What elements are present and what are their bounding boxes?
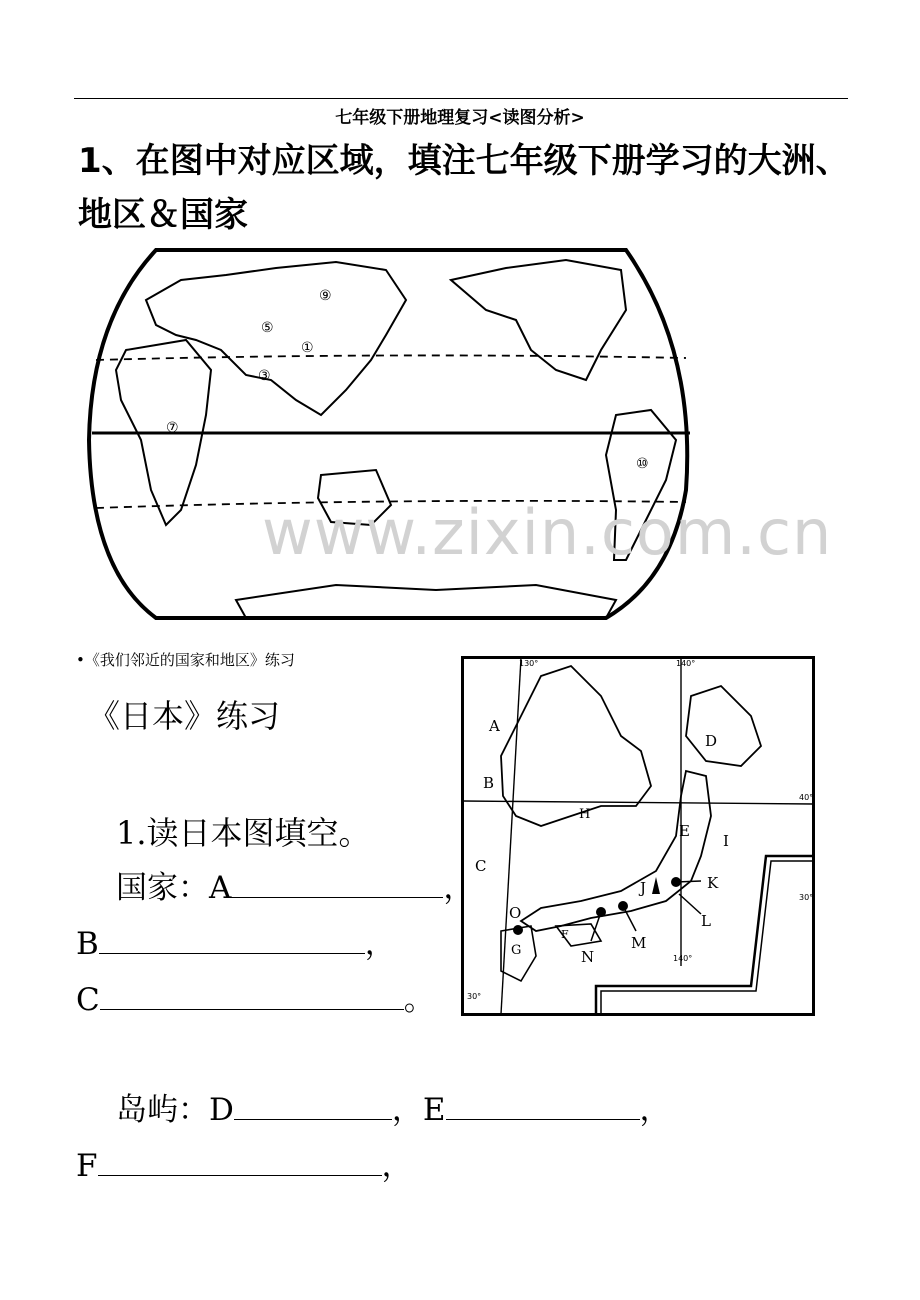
- blank-b[interactable]: [99, 923, 365, 954]
- map-letter: I: [723, 832, 729, 850]
- mount-fuji-icon: [652, 877, 660, 894]
- japan-exercise-title: 《日本》练习: [88, 697, 281, 735]
- antarctica-outline: [236, 585, 616, 618]
- world-marker: ③: [258, 368, 271, 384]
- world-marker: ⑨: [319, 288, 332, 304]
- watermark: www.zixin.com.cn: [262, 496, 833, 569]
- k-pointer: [676, 881, 701, 882]
- north-america-outline: [451, 260, 626, 380]
- japan-map: [461, 656, 815, 1016]
- question-heading: [78, 134, 868, 242]
- meridian-130: [501, 658, 521, 1014]
- japan-map-frame: [463, 658, 814, 1015]
- lat-label: 30°: [467, 992, 482, 1001]
- world-marker: ⑩: [636, 456, 649, 472]
- map-letter: L: [701, 912, 711, 930]
- honshu-outline: [521, 771, 711, 931]
- comma: ，: [639, 1092, 671, 1128]
- map-letter: E: [679, 822, 690, 840]
- blank-d[interactable]: [234, 1089, 392, 1120]
- island-d-label: 岛屿：D: [116, 1092, 234, 1128]
- page-subtitle: 七年级下册地理复习<读图分析>: [335, 108, 585, 128]
- hokkaido-outline: [686, 686, 761, 766]
- map-letter: M: [631, 934, 647, 952]
- comma: ，: [443, 870, 475, 906]
- blank-a[interactable]: [231, 867, 443, 898]
- lat-label: 40°: [799, 793, 814, 802]
- map-letter: A: [489, 717, 500, 735]
- world-marker: ⑤: [261, 320, 274, 336]
- eurasia-outline: [146, 262, 406, 415]
- blank-c[interactable]: [100, 979, 404, 1010]
- lat-label: 30°: [799, 893, 814, 902]
- map-letter: H: [579, 807, 591, 822]
- map-letter: C: [475, 857, 487, 875]
- lon-label: 140°: [676, 659, 696, 668]
- island-e-label: ，E: [391, 1092, 446, 1128]
- heading-line-2: 地区＆国家: [78, 195, 248, 235]
- map-letter: J: [640, 879, 647, 897]
- world-marker: ⑦: [166, 420, 179, 436]
- country-a-label: 国家：A: [116, 870, 232, 906]
- map-letter: G: [511, 943, 522, 958]
- city-o-dot: [513, 925, 523, 935]
- map-letter: D: [705, 732, 718, 750]
- blank-e[interactable]: [446, 1089, 640, 1120]
- map-letter: F: [561, 928, 569, 941]
- map-letter: N: [581, 948, 595, 966]
- heading-line-1: 1、在图中对应区域，填注七年级下册学习的大洲、: [78, 141, 850, 181]
- island-f-label: F: [76, 1148, 98, 1184]
- section-note: •《我们邻近的国家和地区》练习: [76, 651, 295, 669]
- country-b-label: B: [76, 926, 99, 962]
- lon-label: 130°: [519, 659, 539, 668]
- country-b-row: [76, 918, 396, 963]
- island-row: [116, 1084, 671, 1129]
- top-rule: [74, 98, 848, 99]
- question-1: 1.读日本图填空。: [116, 814, 371, 852]
- l-pointer: [679, 894, 701, 914]
- period: 。: [403, 982, 435, 1018]
- lon-label: 140°: [673, 954, 693, 963]
- world-marker: ①: [301, 340, 314, 356]
- comma: ，: [381, 1148, 413, 1184]
- blank-f[interactable]: [98, 1145, 382, 1176]
- country-a-row: [116, 862, 474, 907]
- map-letter: B: [483, 774, 495, 792]
- country-c-label: C: [76, 982, 100, 1018]
- map-letter: K: [707, 874, 719, 892]
- map-letter: O: [509, 904, 522, 922]
- country-c-row: [76, 974, 435, 1019]
- island-f-row: [76, 1140, 413, 1185]
- comma: ，: [364, 926, 396, 962]
